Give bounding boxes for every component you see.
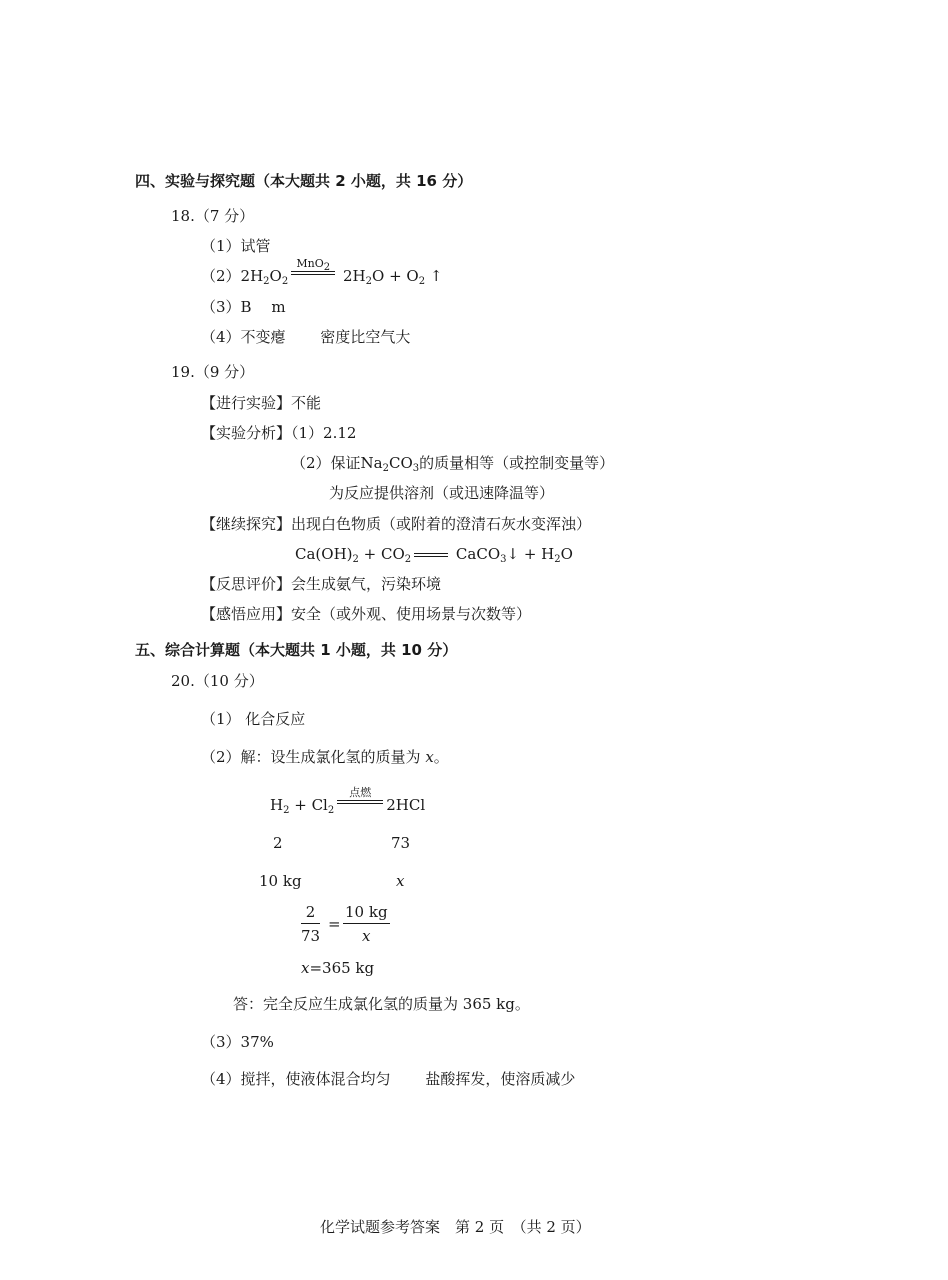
section5-title: 五、综合计算题（本大题共 1 小题，共 10 分） bbox=[135, 641, 458, 659]
q18-header: 18.（7 分） bbox=[171, 207, 255, 225]
q20-answer-3: （3）37% bbox=[201, 1033, 274, 1051]
q20-answer-4: （4）搅拌，使液体混合均匀 盐酸挥发，使溶质减少 bbox=[201, 1070, 576, 1088]
q19-reflect: 【反思评价】会生成氨气，污染环境 bbox=[201, 575, 442, 593]
fraction-right-denominator: x bbox=[362, 927, 371, 945]
q19-analysis-1: 【实验分析】（1）2.12 bbox=[201, 424, 357, 442]
mass-right: x bbox=[396, 872, 405, 890]
catalyst-label: MnO$_2$ bbox=[296, 257, 331, 273]
ratio-left: 2 bbox=[273, 834, 283, 852]
q20-answer-2: （2）解：设生成氯化氢的质量为 x。 bbox=[201, 748, 449, 766]
q19-analysis-3: 为反应提供溶剂（或迅速降温等） bbox=[329, 484, 555, 502]
q18-answer-1: （1）试管 bbox=[201, 237, 271, 255]
fraction-left-denominator: 73 bbox=[301, 927, 321, 945]
q19-apply: 【感悟应用】安全（或外观、使用场景与次数等） bbox=[201, 605, 532, 623]
q18-answer-3: （3）B m bbox=[201, 298, 286, 316]
q19-analysis-2: （2）保证$Na_2CO_3$的质量相等（或控制变量等） bbox=[291, 454, 615, 474]
reaction-equation: $H_2 + Cl_2$ 点燃 2HCl bbox=[270, 786, 426, 816]
q19-continue-equation: $Ca(OH)_2 + CO_2$ CaCO$_3$↓ + $H_2O$ bbox=[295, 545, 573, 565]
fraction-right-numerator: 10 kg bbox=[343, 903, 390, 924]
reaction-condition-label: 点燃 bbox=[349, 786, 372, 799]
fraction-left bbox=[301, 903, 320, 945]
q19-header: 19.（9 分） bbox=[171, 363, 255, 381]
section4-title: 四、实验与探究题（本大题共 2 小题，共 16 分） bbox=[135, 172, 473, 190]
q20-final-answer: 答：完全反应生成氯化氢的质量为 365 kg。 bbox=[233, 995, 530, 1013]
page-footer: 化学试题参考答案 第 2 页 （共 2 页） bbox=[320, 1218, 591, 1236]
fraction-equals: = bbox=[328, 915, 341, 933]
fraction-left-numerator: 2 bbox=[301, 903, 320, 924]
q20-header: 20.（10 分） bbox=[171, 672, 264, 690]
q19-continue-1: 【继续探究】出现白色物质（或附着的澄清石灰水变浑浊） bbox=[201, 515, 592, 533]
q20-answer-1: （1） 化合反应 bbox=[201, 710, 306, 728]
q19-conduct: 【进行实验】不能 bbox=[201, 394, 322, 412]
q18-answer-4: （4）不变瘪 密度比空气大 bbox=[201, 328, 411, 346]
mass-left: 10 kg bbox=[259, 872, 302, 890]
fraction-right bbox=[343, 903, 390, 945]
ratio-right: 73 bbox=[391, 834, 411, 852]
q18-answer-2: $(2)2H_2O_2$ MnO$_2$ $2H_2O + O_2$ ↑ bbox=[201, 257, 443, 287]
result-line: x=365 kg bbox=[301, 959, 375, 977]
